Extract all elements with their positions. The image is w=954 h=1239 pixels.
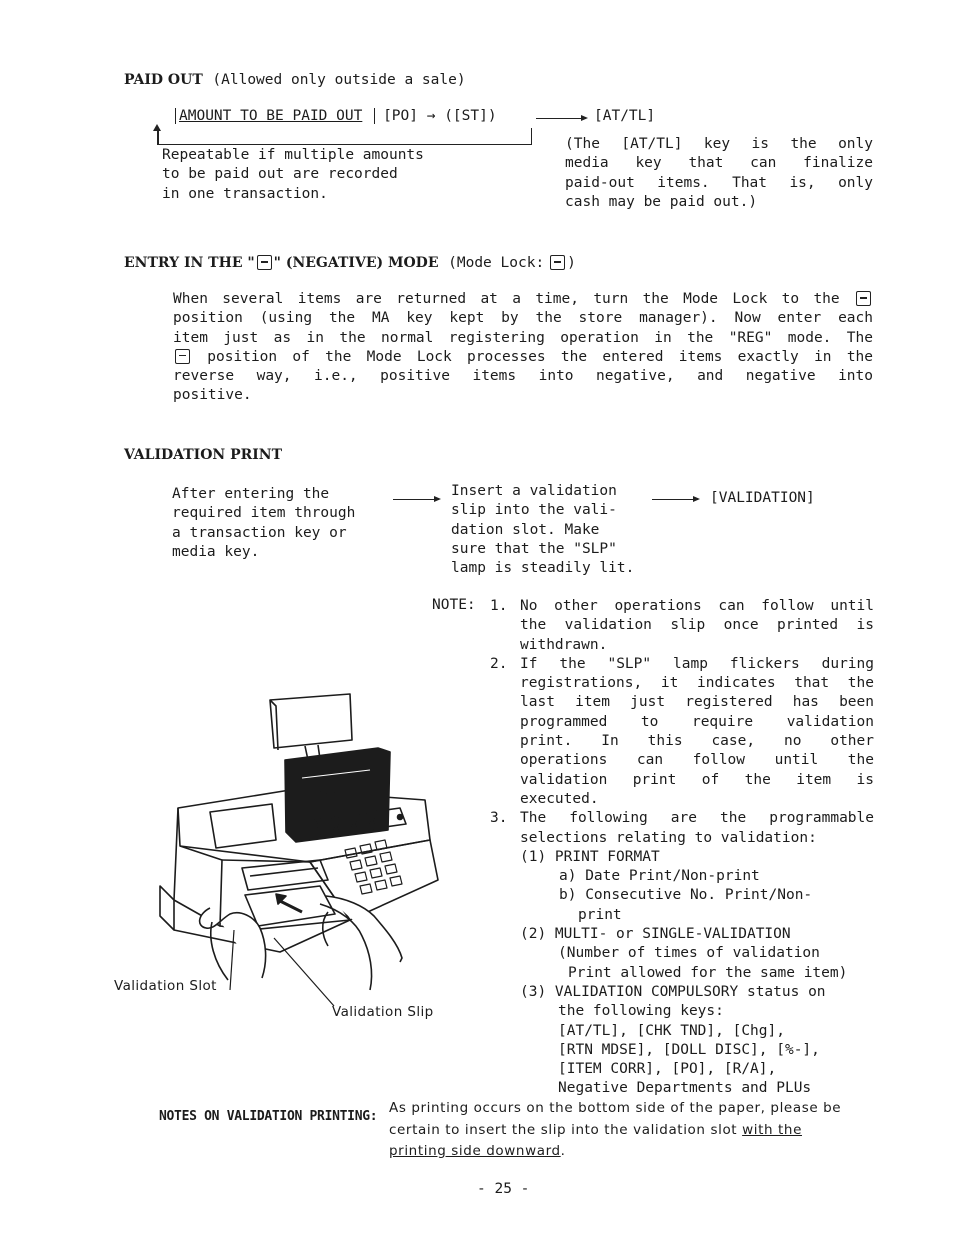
selection-1b: b) Consecutive No. Print/Non- [559, 887, 813, 904]
selection-1: (1) PRINT FORMAT [520, 848, 660, 865]
selection-3-line: [RTN MDSE], [DOLL DISC], [%-], [558, 1041, 820, 1058]
page-number: - 25 - [477, 1181, 530, 1197]
step-line: required item through [172, 505, 356, 522]
printing-notes-text [389, 1098, 889, 1163]
note-line: No other operations can follow until [520, 598, 874, 614]
paid-out-heading: PAID OUT [124, 72, 203, 88]
repeat-note-line: to be paid out are recorded [162, 166, 398, 183]
note-line: validation print of the item is [520, 771, 874, 788]
note-line: registrations, it indicates that the [520, 675, 874, 692]
attl-note [565, 135, 873, 212]
note-item [490, 597, 874, 655]
minus-key-icon [550, 255, 565, 270]
attl-note-line: media key that can finalize [565, 155, 873, 172]
negative-mode-line: positive. [173, 387, 252, 404]
note-item [490, 655, 874, 809]
note-line: operations can follow until the [520, 752, 874, 769]
negative-mode-line: When several items are returned at a time, turn the Mode Lock to the [173, 290, 873, 309]
note-line: last item just registered has been [520, 694, 874, 711]
arrow-step-1-to-2 [393, 499, 439, 500]
printing-notes-line: As printing occurs on the bottom side of the paper, please be [389, 1100, 842, 1116]
st-key: ([ST]) [444, 108, 497, 124]
note-line: programmed to require validation [520, 713, 874, 730]
right-hand [326, 896, 402, 962]
po-key: [PO] [383, 108, 418, 124]
repeat-note-line: in one transaction. [162, 185, 328, 202]
selection-3-line: [ITEM CORR], [PO], [R/A], [558, 1061, 777, 1078]
note-line: the validation slip once printed is [520, 617, 874, 634]
label-validation-slip: Validation Slip [332, 1004, 434, 1020]
step-line: a transaction key or [172, 524, 347, 541]
repeat-note [162, 146, 462, 204]
attl-note-line: (The [AT/TL] key is the only [565, 136, 873, 152]
step-line: After entering the [172, 486, 330, 502]
selection-3-line: [AT/TL], [CHK TND], [Chg], [558, 1022, 785, 1039]
selection-3-line: the following keys: [558, 1003, 724, 1020]
arrow-to-attl [536, 118, 586, 119]
negative-mode-line: position (using the MA key kept by the store manager). Now enter each [173, 310, 873, 327]
negative-mode-heading-row [124, 252, 576, 271]
selection-2: (2) MULTI- or SINGLE-VALIDATION [520, 926, 791, 943]
negative-mode-line: item just as in the normal registering operation in the "REG" mode. The [173, 329, 873, 346]
minus-key-icon [175, 349, 190, 364]
step-line: lamp is steadily lit. [451, 560, 635, 577]
negative-mode-line: position of the Mode Lock processes the entered items exactly in the [173, 348, 873, 367]
note-label: NOTE: [432, 597, 476, 613]
note-number: 2. [490, 655, 508, 672]
note-number: 3. [490, 810, 508, 827]
negative-mode-line: reverse way, i.e., positive items into negative, and negative into [173, 368, 873, 385]
step-line: Insert a validation [451, 483, 617, 499]
negative-mode-heading-start: ENTRY IN THE " [124, 255, 255, 271]
negative-mode-paragraph [173, 290, 873, 406]
note-number: 1. [490, 598, 508, 614]
repeat-note-line: Repeatable if multiple amounts [162, 147, 424, 163]
note-line: withdrawn. [520, 636, 608, 653]
mode-lock-label: (Mode Lock: [448, 255, 545, 271]
note-line: selections relating to validation: [520, 829, 817, 846]
arrow-step-2-to-3 [652, 499, 698, 500]
label-validation-slot: Validation Slot [114, 978, 217, 994]
close-paren: ) [567, 255, 576, 271]
amount-box-label: AMOUNT TO BE PAID OUT [179, 108, 363, 124]
validation-step-2 [451, 482, 661, 578]
step-line: dation slot. Make [451, 521, 600, 538]
cash-register-illustration [150, 690, 440, 1010]
note-line: print. In this case, no other [520, 733, 874, 750]
amount-box [175, 108, 375, 124]
repeat-loop-line [157, 128, 532, 145]
top-panel [210, 804, 276, 848]
note-line: executed. [520, 790, 599, 807]
selection-3-line: Negative Departments and PLUs [558, 1080, 812, 1097]
selection-3: (3) VALIDATION COMPULSORY status on [520, 983, 826, 1000]
note-line: The following are the programmable [520, 810, 874, 827]
customer-display [270, 694, 352, 748]
notes-list [490, 597, 874, 1099]
selection-2a: (Number of times of validation [558, 945, 820, 962]
attl-note-line: cash may be paid out.) [565, 193, 758, 210]
step-line: media key. [172, 543, 260, 560]
printing-notes-label: NOTES ON VALIDATION PRINTING: [159, 1109, 378, 1124]
printing-notes-line: printing side downward. [389, 1143, 566, 1159]
paid-out-sequence [175, 108, 497, 124]
selection-1a: a) Date Print/Non-print [559, 868, 760, 885]
note-line: If the "SLP" lamp flickers during [520, 655, 874, 672]
note-item [490, 809, 874, 1098]
paid-out-heading-row [124, 69, 466, 88]
validation-key: [VALIDATION] [710, 490, 815, 506]
printing-notes-line: certain to insert the slip into the validation slot with the [389, 1121, 802, 1138]
validation-heading: VALIDATION PRINT [124, 447, 283, 463]
attl-key: [AT/TL] [594, 108, 656, 124]
selection-1b-cont: print [578, 906, 622, 923]
arrow-small: → [426, 108, 436, 124]
repeat-loop-arrowhead [153, 124, 161, 131]
attl-note-line: paid-out items. That is, only [565, 174, 873, 191]
validation-step-1 [172, 485, 392, 562]
paid-out-heading-note: (Allowed only outside a sale) [212, 72, 466, 88]
minus-key-icon [257, 255, 272, 270]
negative-mode-heading-end: " (NEGATIVE) MODE [273, 255, 439, 271]
step-line: sure that the "SLP" [451, 540, 617, 557]
step-line: slip into the vali- [451, 502, 617, 519]
selection-2b: Print allowed for the same item) [568, 964, 848, 981]
minus-key-icon [856, 291, 871, 306]
